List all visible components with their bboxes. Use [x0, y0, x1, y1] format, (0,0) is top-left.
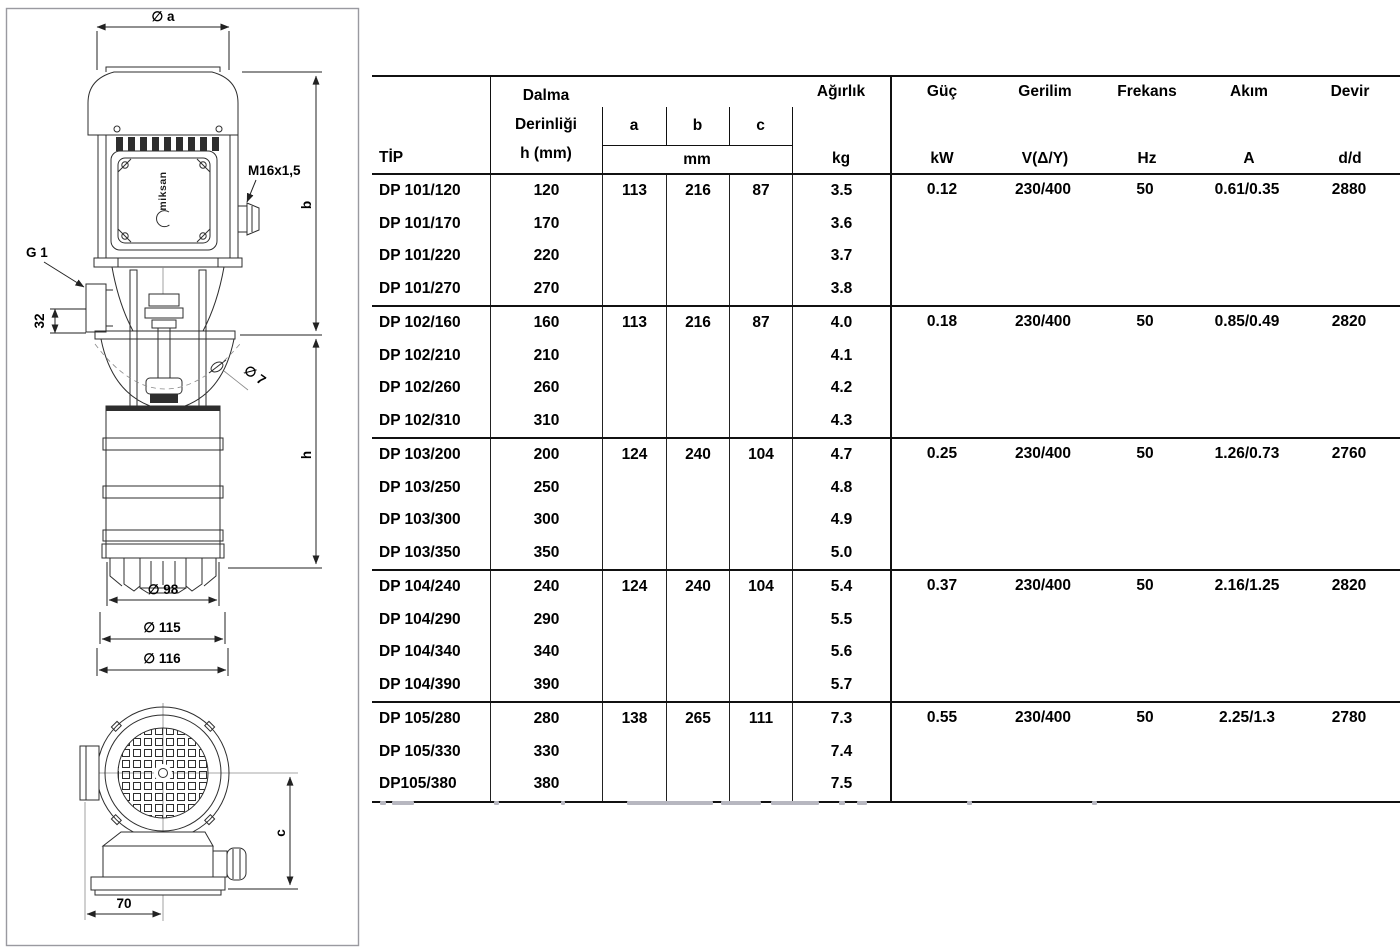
- cell-tip: DP 101/170: [379, 214, 461, 232]
- front-view-motor: [88, 67, 259, 267]
- cell-h: 270: [533, 279, 560, 297]
- header-devir-unit: d/d: [1338, 150, 1362, 167]
- cell-guc: 0.18: [926, 313, 958, 330]
- cell-tip: DP 101/120: [379, 182, 461, 199]
- cell-tip: DP 101/270: [379, 279, 461, 297]
- brand-logo-text: miksan: [157, 171, 169, 211]
- cell-tip: DP 102/260: [379, 379, 461, 396]
- cell-kg: 4.3: [830, 411, 853, 429]
- header-dalma-line3: h (mm): [520, 145, 572, 162]
- header-col-c: c: [756, 117, 765, 134]
- cell-c: 104: [748, 446, 774, 463]
- cell-c: 104: [748, 578, 774, 595]
- dim-b-label: b: [299, 200, 314, 210]
- cell-frekans: 50: [1136, 181, 1154, 198]
- cell-kg: 4.8: [830, 478, 853, 496]
- cell-tip: DP 103/200: [379, 446, 461, 463]
- cell-h: 220: [533, 247, 560, 264]
- cell-a: 124: [621, 578, 648, 595]
- cell-tip: DP 102/160: [379, 314, 461, 331]
- header-dalma-line2: Derinliği: [514, 116, 577, 133]
- cell-h: 160: [533, 314, 560, 331]
- cell-kg: 7.3: [830, 710, 853, 727]
- cell-gerilim: 230/400: [1014, 445, 1072, 462]
- cell-b: 240: [685, 446, 711, 463]
- cell-h: 200: [533, 446, 560, 463]
- cell-kg: 5.6: [830, 643, 853, 660]
- cell-h: 340: [533, 643, 560, 660]
- cell-devir: 2780: [1331, 709, 1367, 726]
- header-guc: Güç: [926, 83, 958, 100]
- cell-akim: 0.85/0.49: [1214, 313, 1280, 330]
- cell-h: 170: [533, 214, 560, 232]
- cell-guc: 0.25: [926, 445, 958, 462]
- cell-devir: 2880: [1331, 181, 1367, 198]
- cell-guc: 0.37: [926, 577, 958, 594]
- cell-h: 260: [533, 379, 560, 396]
- cell-tip: DP 105/330: [379, 742, 461, 760]
- cell-kg: 3.6: [830, 214, 853, 232]
- cell-b: 216: [685, 314, 711, 331]
- cell-gerilim: 230/400: [1014, 313, 1072, 330]
- cell-kg: 7.4: [830, 742, 853, 760]
- cell-tip: DP 104/290: [379, 610, 461, 628]
- cell-h: 300: [533, 511, 560, 528]
- cell-akim: 1.26/0.73: [1214, 445, 1280, 462]
- cell-frekans: 50: [1136, 577, 1154, 594]
- cell-tip: DP 101/220: [379, 247, 461, 264]
- motor-fins: [116, 137, 219, 151]
- gland-label: M16x1,5: [248, 163, 301, 178]
- cell-akim: 0.61/0.35: [1214, 181, 1280, 198]
- header-akim: Akım: [1230, 83, 1268, 100]
- cell-a: 124: [621, 446, 648, 463]
- model-group-dp105: [372, 703, 1400, 803]
- brand-logo: [157, 171, 170, 226]
- port-label: G 1: [26, 245, 48, 260]
- header-col-b: b: [692, 117, 703, 134]
- header-agirlik: Ağırlık: [816, 83, 866, 100]
- cell-frekans: 50: [1136, 709, 1154, 726]
- header-dalma: [490, 81, 602, 168]
- cell-h: 240: [533, 578, 560, 595]
- cell-tip: DP 105/280: [379, 710, 461, 727]
- header-tip: TİP: [379, 149, 404, 166]
- dim-c-label: c: [273, 829, 288, 837]
- front-view-pump: [86, 267, 248, 593]
- header-gerilim: Gerilim: [1018, 83, 1072, 100]
- header-gerilim-unit: V(Δ/Y): [1021, 150, 1069, 167]
- cell-devir: 2820: [1331, 313, 1367, 330]
- cell-tip: DP105/380: [379, 775, 457, 792]
- cell-h: 350: [533, 543, 560, 561]
- header-guc-unit: kW: [930, 150, 954, 167]
- dim-dia-116-label: ∅ 116: [143, 651, 181, 666]
- model-group-dp104: [372, 571, 1400, 703]
- cell-kg: 5.7: [830, 675, 853, 693]
- cable-gland: [238, 203, 259, 235]
- cell-kg: 3.8: [830, 279, 853, 297]
- discharge-port: [86, 284, 106, 332]
- header-frekans-unit: Hz: [1137, 150, 1157, 167]
- cell-h: 290: [533, 610, 560, 628]
- cell-tip: DP 104/240: [379, 578, 461, 595]
- cell-h: 390: [533, 675, 560, 693]
- cell-kg: 5.4: [830, 578, 853, 595]
- cell-devir: 2820: [1331, 577, 1367, 594]
- cell-tip: DP 103/250: [379, 478, 461, 496]
- model-group-dp101: [372, 175, 1400, 307]
- cell-kg: 5.0: [830, 543, 853, 561]
- cell-devir: 2760: [1331, 445, 1367, 462]
- dim-h-label: h: [299, 450, 314, 460]
- cell-a: 113: [621, 182, 647, 199]
- model-group-dp103: [372, 439, 1400, 571]
- header-frekans: Frekans: [1117, 83, 1177, 100]
- cell-frekans: 50: [1136, 445, 1154, 462]
- cell-tip: DP 103/350: [379, 543, 461, 561]
- cell-c: 87: [752, 314, 770, 331]
- cell-guc: 0.55: [926, 709, 958, 726]
- dim-32-label: 32: [32, 313, 47, 329]
- pump-technical-drawing: [0, 0, 365, 952]
- front-view-dimensions: [26, 9, 322, 676]
- header-kg: kg: [831, 150, 851, 167]
- cell-a: 113: [621, 314, 647, 331]
- cell-akim: 2.25/1.3: [1218, 709, 1276, 726]
- cell-kg: 7.5: [830, 775, 853, 792]
- cell-h: 380: [533, 775, 560, 792]
- header-mm: mm: [683, 151, 711, 168]
- cell-gerilim: 230/400: [1014, 181, 1072, 198]
- cell-kg: 3.5: [830, 182, 853, 199]
- cell-kg: 4.7: [830, 446, 853, 463]
- cell-kg: 4.2: [830, 379, 853, 396]
- cell-b: 240: [685, 578, 711, 595]
- cell-guc: 0.12: [926, 181, 958, 198]
- cell-frekans: 50: [1136, 313, 1154, 330]
- header-akim-unit: A: [1243, 150, 1255, 167]
- cell-h: 210: [533, 346, 560, 364]
- spec-table-header: [372, 75, 1400, 175]
- header-col-a: a: [629, 117, 639, 134]
- cell-kg: 4.9: [830, 511, 853, 528]
- cell-a: 138: [621, 710, 648, 727]
- cell-h: 250: [533, 478, 560, 496]
- cell-h: 280: [533, 710, 560, 727]
- footnote-remnant: [380, 801, 1190, 807]
- cell-gerilim: 230/400: [1014, 709, 1072, 726]
- cell-h: 120: [533, 182, 560, 199]
- cell-gerilim: 230/400: [1014, 577, 1072, 594]
- cell-akim: 2.16/1.25: [1214, 577, 1280, 594]
- cell-kg: 4.1: [830, 346, 853, 364]
- dim-dia-7-label: ∅ 7: [241, 362, 269, 388]
- cell-c: 111: [748, 710, 774, 727]
- cell-kg: 3.7: [830, 247, 853, 264]
- cell-tip: DP 104/390: [379, 675, 461, 693]
- header-devir: Devir: [1330, 83, 1370, 100]
- cell-b: 216: [685, 182, 711, 199]
- dim-70-label: 70: [116, 896, 132, 911]
- cell-tip: DP 104/340: [379, 643, 461, 660]
- cell-tip: DP 103/300: [379, 511, 461, 528]
- cell-tip: DP 102/310: [379, 411, 461, 429]
- dim-dia-a-label: ∅ a: [151, 9, 175, 24]
- spec-table: [372, 75, 1400, 803]
- top-view: [80, 703, 298, 921]
- model-group-dp102: [372, 307, 1400, 439]
- dim-dia-115-label: ∅ 115: [143, 620, 181, 635]
- cell-kg: 5.5: [830, 610, 853, 628]
- header-dalma-line1: Dalma: [522, 87, 570, 104]
- dim-dia-98-label: ∅ 98: [147, 582, 179, 597]
- cell-c: 87: [752, 182, 770, 199]
- cell-h: 310: [533, 411, 560, 429]
- cell-b: 265: [685, 710, 711, 727]
- cell-h: 330: [533, 742, 560, 760]
- pump-drawing-svg: [0, 0, 365, 952]
- cell-kg: 4.0: [830, 314, 853, 331]
- cell-tip: DP 102/210: [379, 346, 461, 364]
